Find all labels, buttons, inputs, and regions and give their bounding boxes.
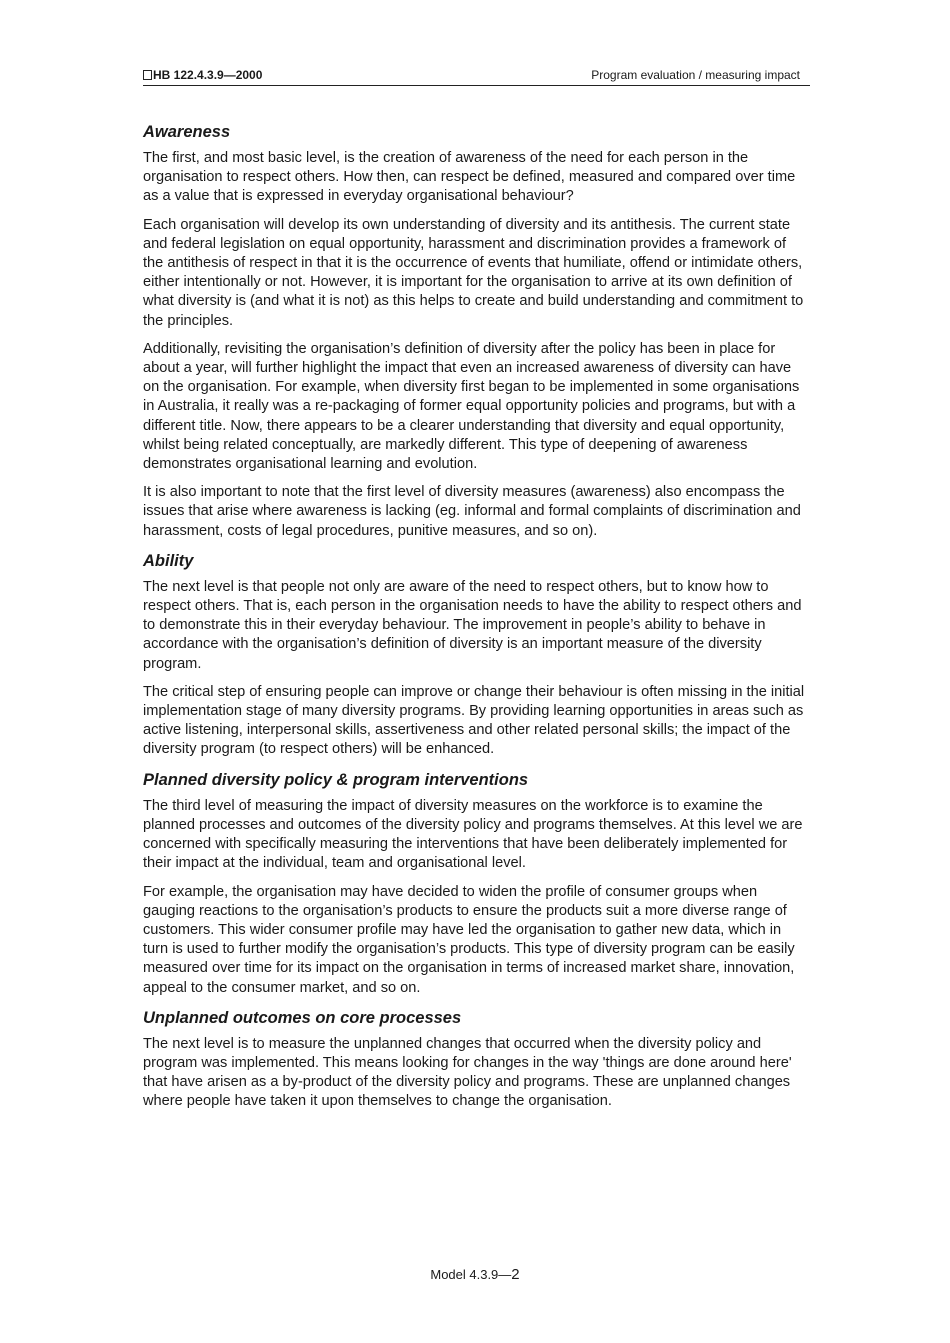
page-header bbox=[143, 67, 810, 86]
section-awareness bbox=[143, 121, 808, 541]
section-heading: Unplanned outcomes on core processes bbox=[143, 1008, 462, 1027]
paragraph: For example, the organisation may have decided to widen the profile of consumer groups when gauging reactions to the organisation’s products to ensure the products suit a more diverse range of customers. This wider consumer profile may have led the organisation to gather new data, which in turn is used to further modify the organisation’s products. This type of diversity program can be easily measured over time for its impact on the organisation in terms of increased market share, innovation, appeal to the consumer market, and so on. bbox=[143, 883, 795, 996]
section-unplanned-outcomes bbox=[143, 1007, 808, 1112]
section-planned-interventions bbox=[143, 769, 808, 998]
paragraph: Additionally, revisiting the organisation’s definition of diversity after the policy has been in place for about a year, will further highlight the impact that even an increased awareness of diversity can have on the organisation. For example, when diversity first began to be implemented in some organisations in Australia, it really was a re-packaging of former equal opportunity policies and programs, but with a different title. Now, there appears to be a clearer understanding that diversity and equal opportunity, whilst being related conceptually, are markedly different. This type of deepening of awareness demonstrates organisational learning and evolution. bbox=[143, 340, 800, 473]
header-doc-id bbox=[143, 68, 262, 82]
paragraph: It is also important to note that the first level of diversity measures (awareness) also encompass the issues that arise where awareness is lacking (eg. informal and formal complaints of discrimination and harassment, costs of legal procedures, punitive measures, and so on). bbox=[143, 484, 801, 539]
section-heading: Awareness bbox=[143, 123, 231, 141]
header-section-title: Program evaluation / measuring impact bbox=[591, 68, 800, 82]
paragraph: Each organisation will develop its own understanding of diversity and its antithesis. The current state and federal legislation on equal opportunity, harassment and discrimination provides a framework of the antithesis of respect in that it is the occurrence of events that humiliate, offend or intimidate others, either intentionally or not. However, it is important for the organisation to arrive at its own definition of what diversity is (and what it is not) as this helps to create and build understanding and commitment to the principles. bbox=[143, 216, 804, 329]
paragraph: The critical step of ensuring people can improve or change their behaviour is often missing in the initial implementation stage of many diversity programs. By providing learning opportunities in areas such as active listening, interpersonal skills, assertiveness and other related personal skills; the impact of the diversity program (to respect others) will be enhanced. bbox=[143, 683, 805, 758]
section-heading: Planned diversity policy & program interventions bbox=[143, 770, 529, 789]
checkbox-icon bbox=[143, 70, 152, 80]
doc-id-text: HB 122.4.3.9—2000 bbox=[153, 68, 263, 82]
document-body bbox=[143, 121, 808, 1121]
page-footer bbox=[0, 1266, 950, 1283]
section-heading: Ability bbox=[143, 551, 194, 570]
paragraph: The third level of measuring the impact of diversity measures on the workforce is to examine the planned processes and outcomes of the diversity policy and programs themselves. At this level we are concerned with specifically measuring the interventions that have been deliberately implemented for their impact at the individual, team and organisational level. bbox=[143, 797, 803, 872]
page-number: 2 bbox=[511, 1266, 520, 1283]
paragraph: The next level is to measure the unplanned changes that occurred when the diversity policy and program was implemented. This means looking for changes in the way 'things are done around here' that have arisen as a by-product of the diversity policy and programs. These are unplanned changes where people have taken it upon themselves to change the organisation. bbox=[143, 1035, 792, 1110]
footer-model-label: Model 4.3.9— bbox=[430, 1267, 512, 1282]
paragraph: The next level is that people not only are aware of the need to respect others, but to know how to respect others. That is, each person in the organisation needs to have the ability to respect others and to demonstrate this in their everyday behaviour. The improvement in people’s ability to behave in accordance with the organisation’s definition of diversity is an important measure of the diversity program. bbox=[143, 578, 802, 672]
paragraph: The first, and most basic level, is the creation of awareness of the need for each person in the organisation to respect others. How then, can respect be defined, measured and compared over time as a value that is expressed in everyday organisational behaviour? bbox=[143, 150, 796, 205]
section-ability bbox=[143, 550, 808, 760]
